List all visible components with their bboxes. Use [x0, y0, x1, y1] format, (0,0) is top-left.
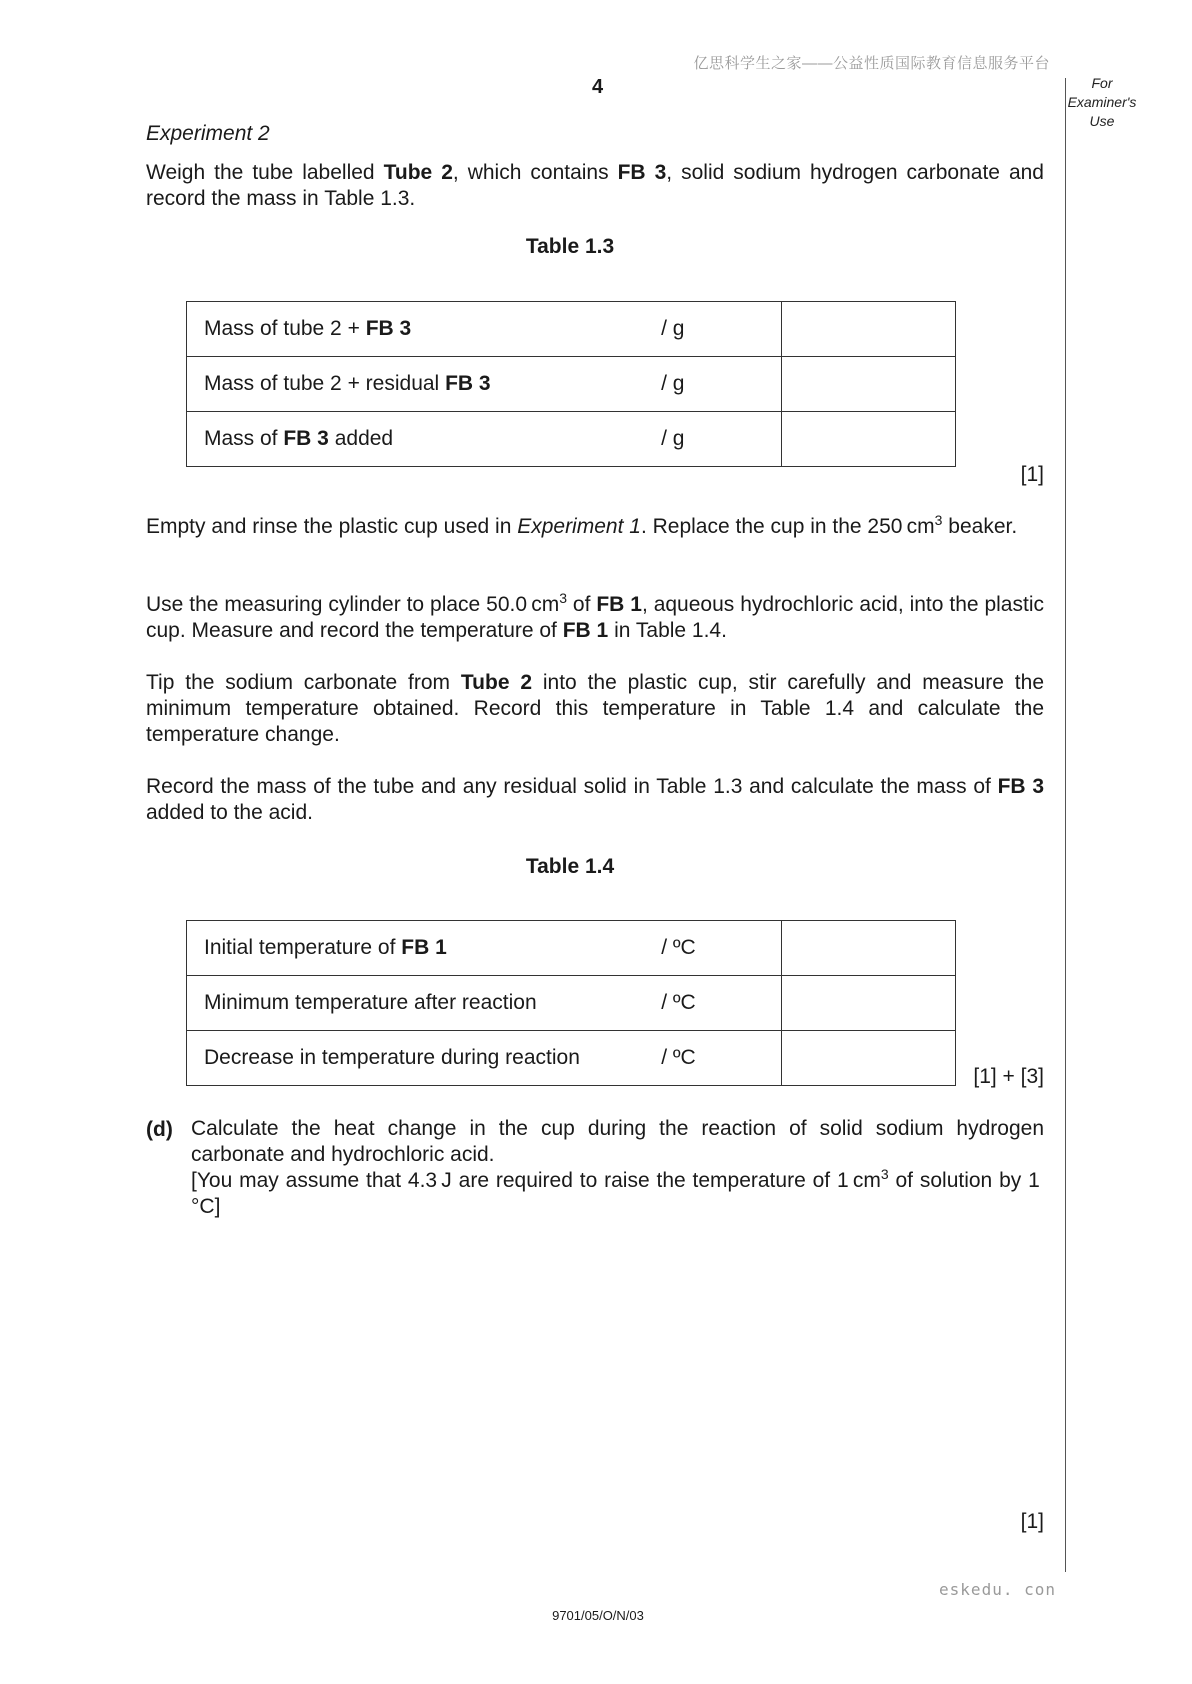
table-1-3	[186, 301, 956, 467]
examiner-margin-rule	[1065, 78, 1066, 1572]
question-d-text	[191, 1116, 1044, 1220]
section-heading: Experiment 2	[146, 122, 270, 145]
table-row	[187, 976, 956, 1031]
table-cell-unit: / g	[661, 357, 782, 412]
instruction-paragraph-3: Use the measuring cylinder to place 50.0 $cm^3$ of FB 1, aqueous hydrochloric acid, into the plastic cup. Measure and record the temperature of FB 1 in Table 1.4.	[146, 590, 1044, 642]
table-row	[187, 921, 956, 976]
page-number: 4	[592, 76, 604, 98]
watermark-top: 亿思科学生之家——公益性质国际教育信息服务平台	[693, 55, 1050, 72]
instruction-paragraph-1: Weigh the tube labelled Tube 2, which contains FB 3, solid sodium hydrogen carbonate and record the mass in Table 1.3.	[146, 161, 1044, 210]
watermark-bottom: eskedu. con	[939, 1580, 1056, 1599]
answer-box[interactable]	[782, 1031, 956, 1086]
examiner-note-line: Use	[1089, 113, 1115, 129]
examiner-use-note	[1066, 74, 1138, 131]
question-label: (d)	[146, 1118, 173, 1141]
table-cell-label: Mass of tube 2 + residual FB 3	[187, 357, 662, 412]
instruction-paragraph-4: Tip the sodium carbonate from Tube 2 into the plastic cup, stir carefully and measure the minimum temperature obtained. Record this temperature in Table 1.4 and calculate the temperature change.	[146, 671, 1044, 746]
table-cell-label: Minimum temperature after reaction	[187, 976, 662, 1031]
question-d-line-1: Calculate the heat change in the cup during the reaction of solid sodium hydrogen carbonate and hydrochloric acid.	[191, 1117, 1044, 1166]
table-row	[187, 1031, 956, 1086]
examiner-note-line: Examiner's	[1067, 94, 1137, 110]
answer-box[interactable]	[782, 357, 956, 412]
answer-box[interactable]	[782, 412, 956, 467]
table-row	[187, 302, 956, 357]
table-cell-label: Mass of tube 2 + FB 3	[187, 302, 662, 357]
table-cell-unit: / ºC	[661, 976, 782, 1031]
instruction-paragraph-2: Empty and rinse the plastic cup used in Experiment 1. Replace the cup in the 250 $cm^3$ beaker.	[146, 512, 1018, 538]
table-row	[187, 357, 956, 412]
table-cell-unit: / g	[661, 412, 782, 467]
table-cell-label: Initial temperature of FB 1	[187, 921, 662, 976]
table-cell-unit: / g	[661, 302, 782, 357]
question-d-assumption: [You may assume that 4.3 J are required to raise the temperature of 1 $cm^3$ of solution by 1 °C]	[191, 1166, 1044, 1218]
table-cell-unit: / ºC	[661, 1031, 782, 1086]
mark-allocation: [1]	[1020, 1510, 1044, 1533]
table-row	[187, 412, 956, 467]
table-cell-label: Mass of FB 3 added	[187, 412, 662, 467]
footer-code: 9701/05/O/N/03	[552, 1608, 644, 1623]
table-cell-label: Decrease in temperature during reaction	[187, 1031, 662, 1086]
answer-box[interactable]	[782, 976, 956, 1031]
answer-box[interactable]	[782, 302, 956, 357]
table-1-4-title: Table 1.4	[525, 855, 615, 878]
examiner-note-line: For	[1091, 75, 1113, 91]
mark-allocation: [1] + [3]	[973, 1065, 1044, 1088]
instruction-paragraph-5: Record the mass of the tube and any residual solid in Table 1.3 and calculate the mass of FB 3 added to the acid.	[146, 775, 1044, 824]
table-1-3-title: Table 1.3	[525, 235, 615, 258]
table-cell-unit: / ºC	[661, 921, 782, 976]
answer-box[interactable]	[782, 921, 956, 976]
mark-allocation: [1]	[1020, 463, 1044, 486]
table-1-4	[186, 920, 956, 1086]
